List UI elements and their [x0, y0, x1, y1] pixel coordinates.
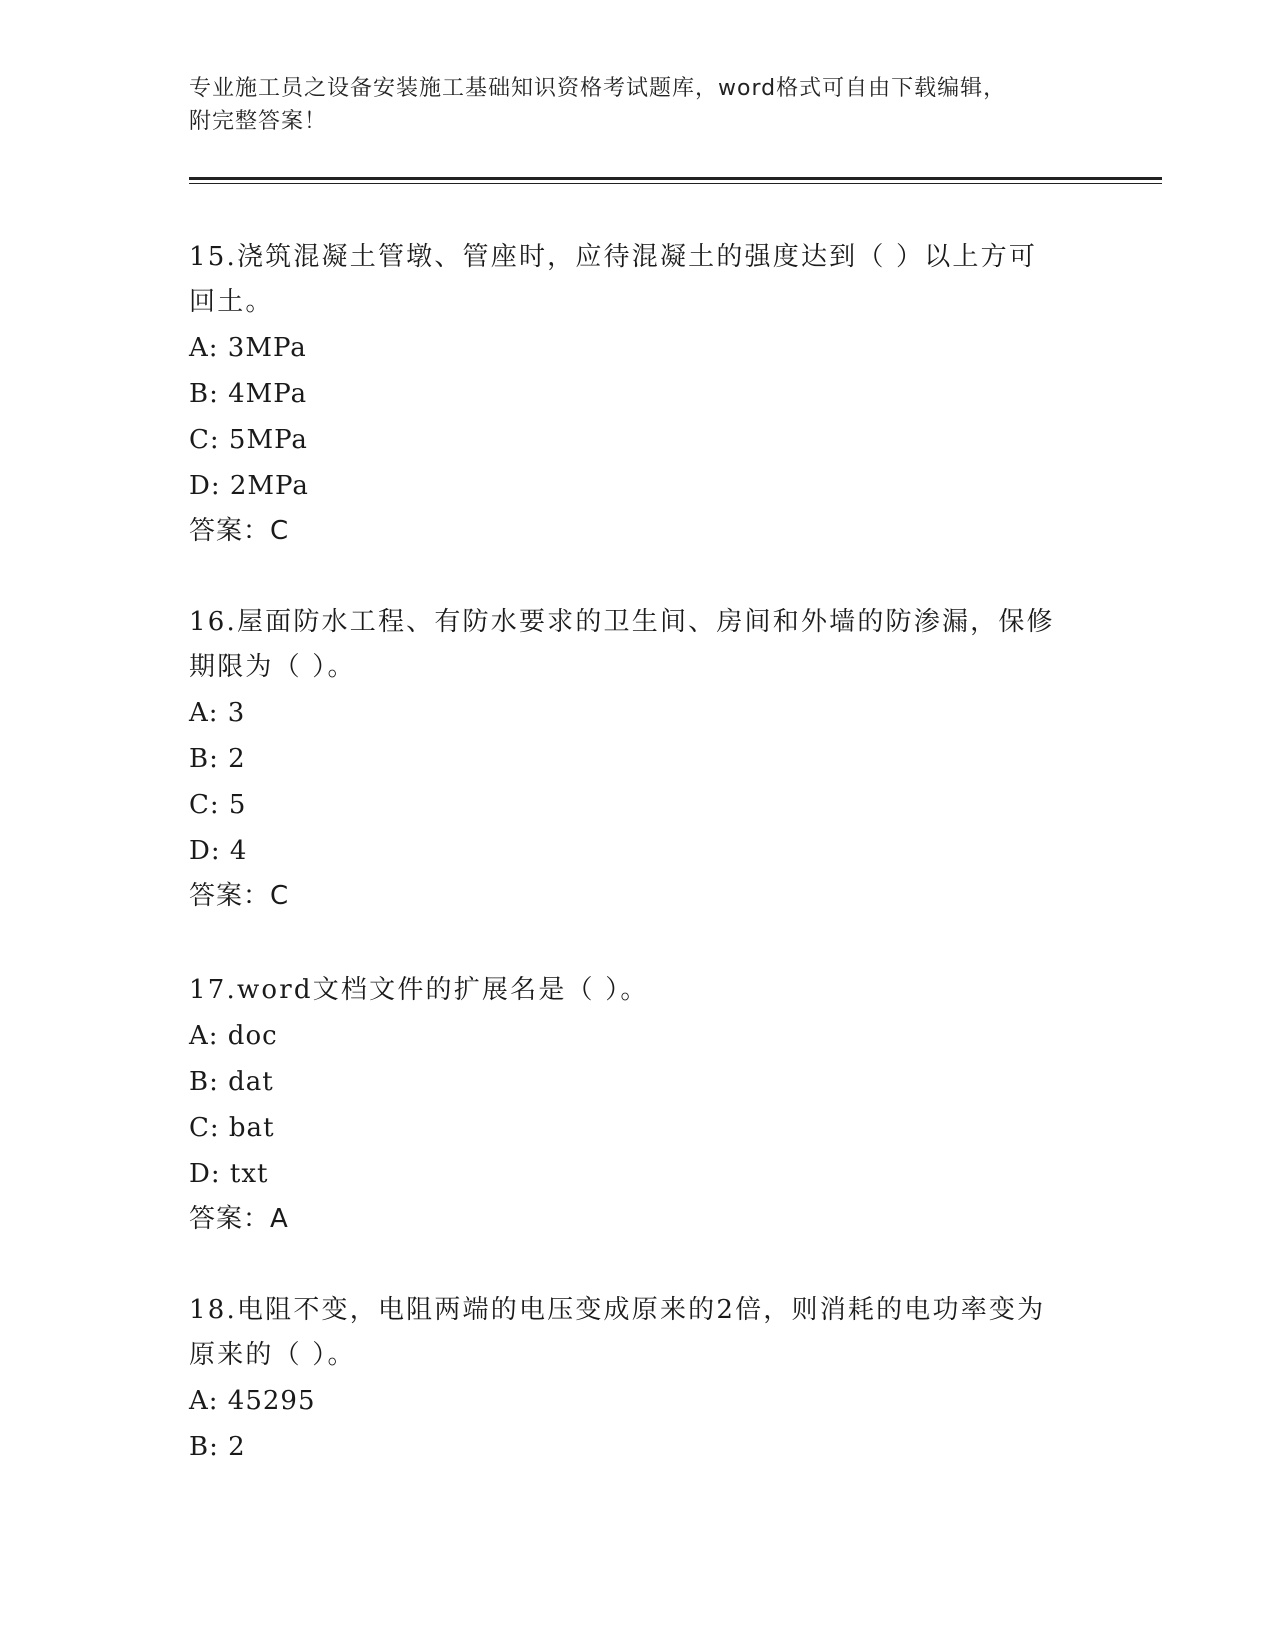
question-stem-line-1: 18.电阻不变，电阻两端的电压变成原来的2倍，则消耗的电功率变为 [189, 1295, 1046, 1325]
option-c: C: 5 [189, 790, 247, 820]
question-stem-line-2: 期限为（ ）。 [189, 652, 356, 682]
answer: 答案：A [189, 1204, 289, 1234]
option-a: A: doc [189, 1021, 278, 1051]
question-stem-line-2: 回土。 [189, 287, 274, 317]
question-stem-line-1: 17.word文档文件的扩展名是（ ）。 [189, 975, 649, 1005]
question-15 [189, 235, 1089, 554]
option-d: D: 4 [189, 836, 248, 866]
header-divider-thick [189, 177, 1162, 180]
question-18 [189, 1288, 1089, 1470]
question-stem-line-1: 15.浇筑混凝土管墩、管座时，应待混凝土的强度达到（ ）以上方可 [189, 242, 1038, 272]
header-divider-thin [189, 183, 1162, 184]
header-line-2: 附完整答案！ [189, 109, 328, 134]
option-a: A: 45295 [189, 1386, 316, 1416]
document-header [189, 72, 1069, 138]
question-stem-line-2: 原来的（ ）。 [189, 1340, 356, 1370]
question-17 [189, 968, 1089, 1242]
option-c: C: bat [189, 1113, 275, 1143]
option-a: A: 3 [189, 698, 246, 728]
header-line-1: 专业施工员之设备安装施工基础知识资格考试题库，word格式可自由下载编辑， [189, 76, 1007, 101]
option-a: A: 3MPa [189, 333, 307, 363]
answer: 答案：C [189, 881, 290, 911]
option-d: D: txt [189, 1159, 269, 1189]
option-b: B: 2 [189, 1432, 246, 1462]
question-16 [189, 600, 1089, 919]
option-b: B: dat [189, 1067, 274, 1097]
option-c: C: 5MPa [189, 425, 308, 455]
question-stem-line-1: 16.屋面防水工程、有防水要求的卫生间、房间和外墙的防渗漏，保修 [189, 607, 1055, 637]
option-b: B: 4MPa [189, 379, 308, 409]
option-d: D: 2MPa [189, 471, 309, 501]
option-b: B: 2 [189, 744, 246, 774]
answer: 答案：C [189, 516, 290, 546]
